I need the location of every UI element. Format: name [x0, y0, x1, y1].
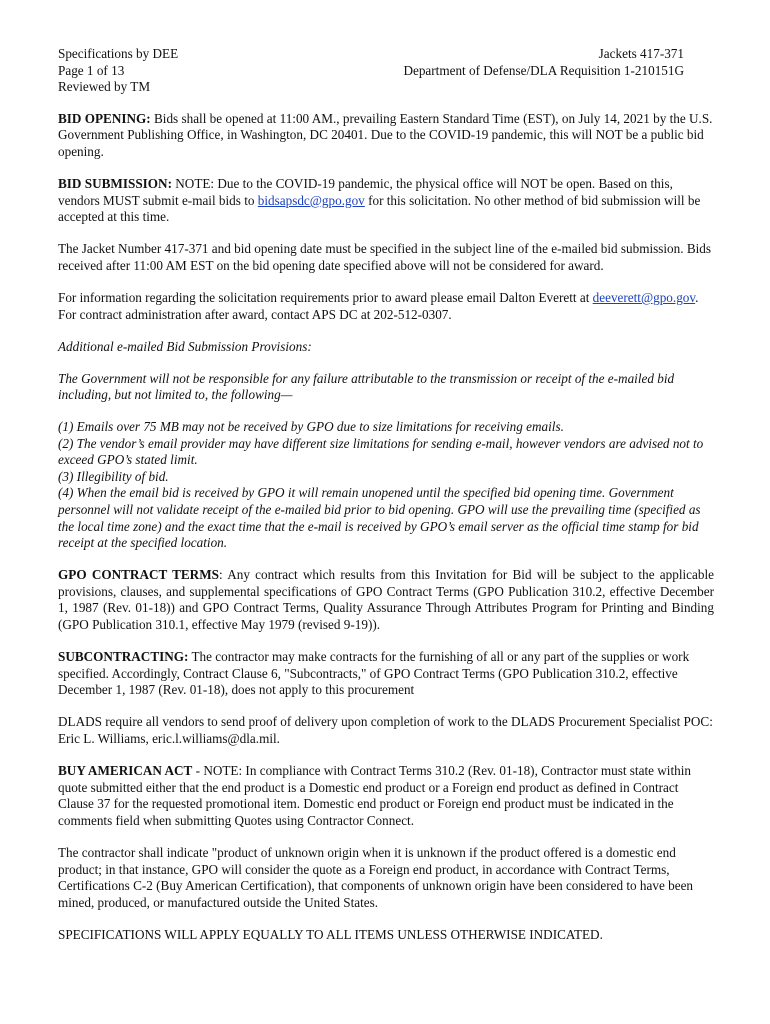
buy-american-heading: BUY AMERICAN ACT [58, 763, 193, 779]
bid-submission-paragraph [58, 176, 714, 226]
jacket-number: Jackets 417-371 [598, 46, 684, 61]
requisition-number: Department of Defense/DLA Requisition 1-210151G [403, 62, 684, 78]
info-paragraph [58, 290, 714, 323]
buy-american-text: - NOTE: In compliance with Contract Terms 310.2 (Rev. 01-18), Contractor must state within quote submitted either that the end product is a Domestic end product or a Foreign end product as defined in Contract Clause 37 for the requested promotional item. Domestic end product or Foreign end product must be indicated in the comments field when submitting Quotes using Contractor Connect. [58, 763, 691, 828]
provisions-title: Additional e-mailed Bid Submission Provisions: [58, 338, 312, 354]
list-item: (1) Emails over 75 MB may not be received by GPO due to size limitations for receiving emails. [58, 419, 564, 434]
info-text-1: For information regarding the solicitation requirements prior to award please email Dalton Everett at [58, 290, 593, 306]
bid-opening-heading: BID OPENING: [58, 110, 151, 126]
contract-terms-heading: GPO CONTRACT TERMS [58, 567, 219, 583]
subcontracting-text: The contractor may make contracts for the furnishing of all or any part of the supplies or work specified. Accordingly, Contract Clause 6, "Subcontracts," of GPO Contract Terms (GPO Publication 310.2, effective December 1, 1987 (Rev. 01-18), does not apply to this procurement [58, 649, 690, 698]
subcontracting-paragraph [58, 649, 714, 699]
bid-submission-text-2: for this solicitation. No other method of bid submission will be accepted at this time. [58, 192, 701, 225]
info-text-2: . For contract administration after award, contact APS DC at 202-512-0307. [58, 290, 699, 322]
contract-terms-paragraph [58, 567, 714, 633]
final-note: SPECIFICATIONS WILL APPLY EQUALLY TO ALL ITEMS UNLESS OTHERWISE INDICATED. [58, 926, 603, 942]
provisions-list [58, 419, 714, 552]
spec-by-label: Specifications by DEE [58, 46, 179, 61]
dlads-paragraph: DLADS require all vendors to send proof of delivery upon completion of work to the DLADS Procurement Specialist POC: Eric L. Williams, eric.l.williams@dla.mil. [58, 714, 713, 746]
reviewed-by-label: Reviewed by TM [58, 79, 151, 95]
bid-submission-heading: BID SUBMISSION: [58, 176, 172, 192]
jacket-paragraph: The Jacket Number 417-371 and bid opening date must be specified in the subject line of the e-mailed bid submission. Bids received after 11:00 AM EST on the bid opening date specified above will not be considered for award. [58, 241, 712, 273]
subcontracting-heading: SUBCONTRACTING: [58, 649, 189, 665]
provisions-intro: The Government will not be responsible for any failure attributable to the transmission or receipt of the e-mailed bid including, but not limited to, the following— [58, 370, 675, 403]
page-number: Page 1 of 13 [58, 62, 125, 78]
contract-terms-text: : Any contract which results from this Invitation for Bid will be subject to the applicable provisions, clauses, and supplemental specifications of GPO Contract Terms (GPO Publication 310.2, effective December 1, 1987 (Rev. 01-18)) and GPO Contract Terms, Quality Assurance Through Attributes Program for Printing and Binding (GPO Publication 310.1, effective May 1979 (revised 9-19)). [58, 567, 714, 633]
document-page [58, 46, 714, 943]
document-header [58, 46, 714, 96]
contact-email-link[interactable]: deeverett@gpo.gov [592, 290, 696, 306]
header-left [58, 46, 278, 96]
unknown-origin-paragraph: The contractor shall indicate "product of unknown origin when it is unknown if the product offered is a domestic end product; in that instance, GPO will consider the quote as a Foreign end product, in accordance with Contract Terms, Certifications C-2 (Buy American Certification), that components of unknown origin have been considered to have been mined, produced, or manufactured outside the United States. [58, 844, 694, 910]
header-right [403, 46, 714, 96]
bid-opening-paragraph [58, 111, 714, 161]
bid-opening-text: Bids shall be opened at 11:00 AM., prevailing Eastern Standard Time (EST), on July 14, 2021 by the U.S. Government Publishing Office, in Washington, DC 20401. Due to the COVID-19 pandemic, this will NOT be a public bid opening. [58, 110, 713, 159]
buy-american-paragraph [58, 763, 714, 829]
list-item: (4) When the email bid is received by GPO it will remain unopened until the specified bid opening time. Government personnel will not validate receipt of the e-mailed bid prior to bid opening. GPO will use the prevailing time (specified as the local time zone) and the exact time that the e-mail is received by GPO’s email server as the official time stamp for bid receipt at the specified location. [58, 485, 701, 551]
bid-email-link[interactable]: bidsapsdc@gpo.gov [257, 192, 365, 208]
list-item: (3) Illegibility of bid. [58, 468, 169, 484]
list-item: (2) The vendor’s email provider may have different size limitations for sending e-mail, however vendors are advised not to exceed GPO’s stated limit. [58, 435, 704, 468]
bid-submission-text-1: NOTE: Due to the COVID-19 pandemic, the physical office will NOT be open. Based on this, vendors MUST submit e-mail bids to [58, 176, 673, 208]
